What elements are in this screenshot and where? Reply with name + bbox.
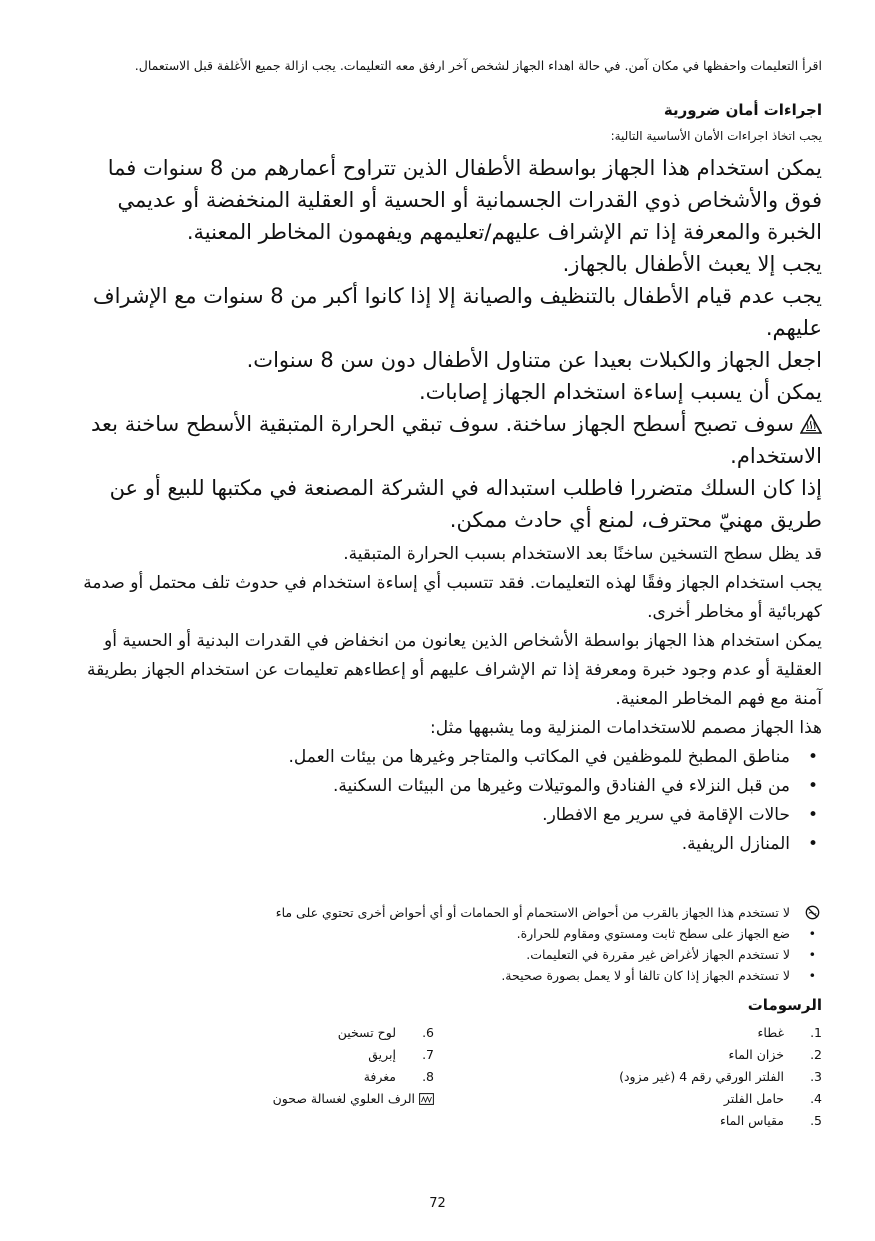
paragraph-household-use: هذا الجهاز مصمم للاستخدامات المنزلية وما يشبهها مثل: bbox=[429, 718, 822, 738]
hot-surface-warning-icon bbox=[800, 411, 822, 431]
safety-subheading: يجب اتخاذ اجراءات الأمان الأساسية التالية: bbox=[610, 129, 822, 143]
list-item: • مناطق المطبخ للموظفين في المكاتب والمتاجر وغيرها من بيئات العمل. bbox=[288, 747, 818, 767]
list-item: • حالات الإقامة في سرير مع الافطار. bbox=[542, 805, 818, 825]
safety-heading: اجراءات أمان ضرورية bbox=[663, 101, 822, 119]
dishwasher-note: الرف العلوي لغسالة صحون bbox=[74, 1088, 434, 1110]
part-item: 2. خزان الماء bbox=[728, 1047, 822, 1062]
general-safety-section bbox=[78, 540, 822, 859]
parts-heading: الرسومات bbox=[747, 996, 822, 1014]
list-item: • لا تستخدم الجهاز لأغراض غير مقررة في التعليمات. bbox=[526, 947, 816, 962]
paragraph-cleaning: يجب عدم قيام الأطفال بالتنظيف والصيانة إلا إذا كانوا أكبر من 8 سنوات مع الإشراف عليهم. bbox=[92, 284, 822, 340]
paragraph-children-play: يجب إلا يعبث الأطفال بالجهاز. bbox=[562, 252, 822, 276]
no-water-icon bbox=[805, 902, 820, 923]
part-item: 3. الفلتر الورقي رقم 4 (غير مزود) bbox=[619, 1069, 822, 1084]
paragraph-damaged-cord: إذا كان السلك متضررا فاطلب استبداله في الشركة المصنعة في مكتبها للبيع أو عن طريق مهنيّ محترف، لمنع أي حادث ممكن. bbox=[109, 476, 822, 532]
part-item: 8. مغرفة bbox=[363, 1069, 434, 1084]
intro-text: اقرأ التعليمات واحفظها في مكان آمن. في حالة اهداء الجهاز لشخص آخر ارفق معه التعليمات. يجب ازالة جميع الأغلفة قبل الاستعمال. bbox=[134, 58, 822, 73]
paragraph-misuse: يمكن أن يسبب إساءة استخدام الجهاز إصابات. bbox=[418, 380, 822, 404]
parts-column-right bbox=[522, 1022, 822, 1132]
part-item: 6. لوح تسخين bbox=[337, 1025, 434, 1040]
page-number: 72 bbox=[429, 1196, 446, 1211]
water-and-placement-section bbox=[78, 902, 822, 986]
part-item: 5. مقياس الماء bbox=[719, 1113, 822, 1128]
list-item: • من قبل النزلاء في الفنادق والموتيلات وغيرها من البيئات السكنية. bbox=[332, 776, 818, 796]
part-item: 7. إبريق bbox=[368, 1047, 434, 1062]
part-item: 4. حامل الفلتر bbox=[723, 1091, 822, 1106]
list-item: • ضع الجهاز على سطح ثابت ومستوي ومقاوم للحرارة. bbox=[516, 926, 816, 941]
part-item: 1. غطاء bbox=[757, 1025, 822, 1040]
dishwasher-rack-icon bbox=[419, 1090, 434, 1102]
paragraph-residual-heat: قد يظل سطح التسخين ساخنًا بعد الاستخدام بسبب الحرارة المتبقية. bbox=[343, 544, 822, 564]
paragraph-follow-instructions: يجب استخدام الجهاز وفقًا لهذه التعليمات. فقد تتسبب أي إساءة استخدام في حدوث تلف محتمل أو صدمة كهربائية أو مخاطر أخرى. bbox=[83, 573, 822, 622]
paragraph-children-usage: يمكن استخدام هذا الجهاز بواسطة الأطفال الذين تتراوح أعمارهم من 8 سنوات فما فوق والأشخاص ذوي القدرات الجسمانية أو الحسية أو العقلية المنخفضة أو عديمي الخبرة والمعرفة إذا تم الإشراف عليهم/تعليمهم ويفهمون المخاطر المعنية. bbox=[107, 156, 822, 244]
paragraph-hot-surface: سوف تصبح أسطح الجهاز ساخنة. سوف تبقي الحرارة المتبقية الأسطح ساخنة بعد الاستخدام. bbox=[91, 412, 822, 468]
water-warning: لا تستخدم هذا الجهاز بالقرب من أحواض الاستحمام أو الحمامات أو أي أحواض أخرى تحتوي على ماء bbox=[78, 902, 822, 923]
paragraph-keep-away: اجعل الجهاز والكبلات بعيدا عن متناول الأطفال دون سن 8 سنوات. bbox=[246, 348, 822, 372]
safety-main-section bbox=[78, 152, 822, 536]
parts-column-left bbox=[74, 1022, 434, 1110]
list-item: • لا تستخدم الجهاز إذا كان تالفا أو لا يعمل بصورة صحيحة. bbox=[501, 968, 816, 983]
list-item: • المنازل الريفية. bbox=[681, 834, 818, 854]
paragraph-reduced-capabilities: يمكن استخدام هذا الجهاز بواسطة الأشخاص الذين يعانون من انخفاض في القدرات البدنية أو الحسية أو العقلية أو عدم وجود خبرة ومعرفة إذا تم الإشراف عليهم أو إعطاءهم تعليمات عن استخدام الجهاز بطريقة آمنة مع فهم المخاطر المعنية. bbox=[86, 631, 822, 709]
